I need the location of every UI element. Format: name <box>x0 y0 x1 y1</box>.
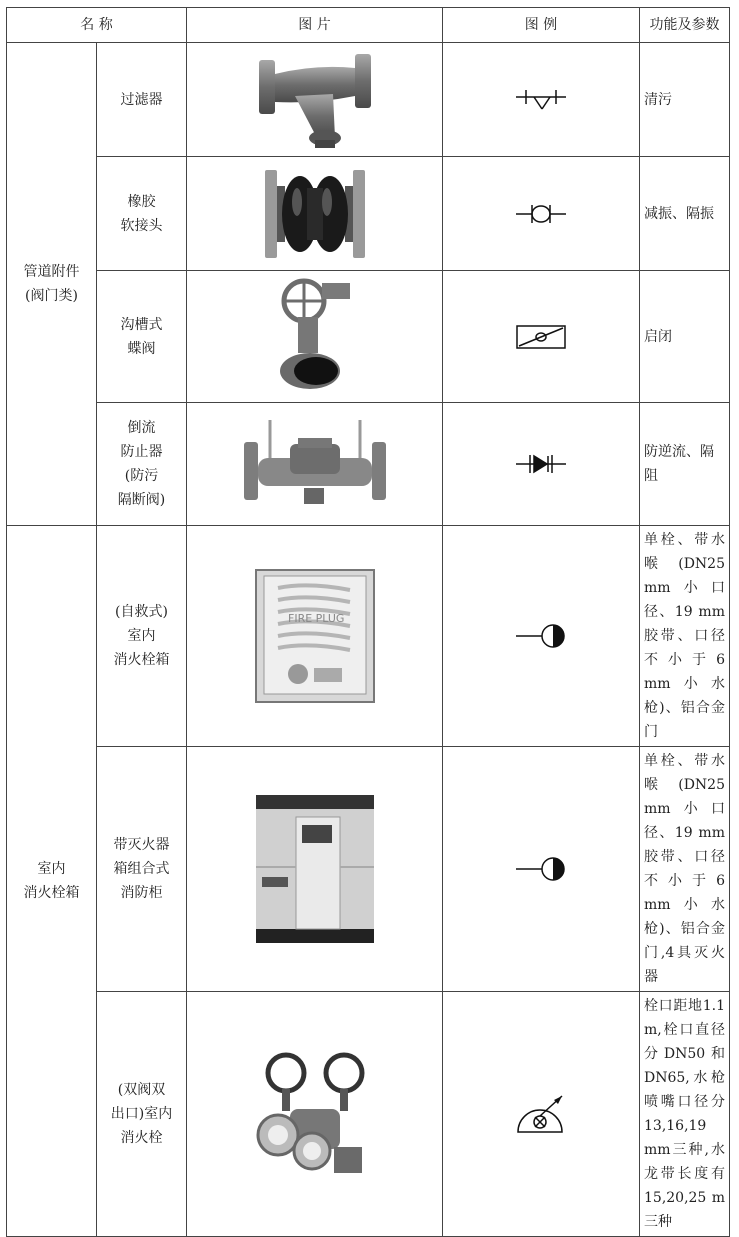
header-function: 功能及参数 <box>640 8 730 43</box>
item-function: 减振、隔振 <box>640 157 730 271</box>
item-picture <box>187 271 443 403</box>
item-name: 带灭火器 箱组合式 消防柜 <box>97 747 187 992</box>
rubber-joint-photo <box>263 164 367 264</box>
item-name: 橡胶 软接头 <box>97 157 187 271</box>
svg-text:FIRE PLUG: FIRE PLUG <box>287 612 344 625</box>
item-picture <box>187 526 443 747</box>
item-name: 倒流 防止器 (防污 隔断阀) <box>97 403 187 526</box>
hydrant-box-symbol-icon <box>514 623 568 649</box>
table-row <box>7 403 730 526</box>
item-function: 单栓、带水喉(DN25 mm小口径、19 mm胶带、口径不小于6 mm小水枪)、铝合金门 <box>640 526 730 747</box>
table-row <box>7 43 730 157</box>
category-valves: 管道附件 (阀门类) <box>7 43 97 526</box>
header-symbol: 图 例 <box>443 8 640 43</box>
item-function: 防逆流、隔阻 <box>640 403 730 526</box>
item-picture <box>187 992 443 1237</box>
item-picture <box>187 403 443 526</box>
backflow-preventer-photo <box>240 414 390 514</box>
item-name: (自救式) 室内 消火栓箱 <box>97 526 187 747</box>
y-strainer-symbol-icon <box>514 87 568 113</box>
table-row <box>7 992 730 1237</box>
table-row <box>7 271 730 403</box>
item-function: 单栓、带水喉(DN25 mm小口径、19 mm胶带、口径不小于6 mm小水枪)、铝合金门,4具灭火器 <box>640 747 730 992</box>
double-hydrant-photo <box>250 1051 380 1177</box>
y-strainer-photo <box>255 46 375 154</box>
item-name: (双阀双 出口)室内 消火栓 <box>97 992 187 1237</box>
item-name: 过滤器 <box>97 43 187 157</box>
item-symbol <box>443 271 640 403</box>
item-picture <box>187 157 443 271</box>
table-row <box>7 747 730 992</box>
item-symbol <box>443 526 640 747</box>
item-picture <box>187 747 443 992</box>
item-symbol <box>443 747 640 992</box>
item-name: 沟槽式 蝶阀 <box>97 271 187 403</box>
butterfly-valve-symbol-icon <box>515 322 567 352</box>
hydrant-box-photo <box>254 568 376 704</box>
item-function: 清污 <box>640 43 730 157</box>
table-row <box>7 526 730 747</box>
item-function: 启闭 <box>640 271 730 403</box>
rubber-joint-symbol-icon <box>514 202 568 226</box>
item-picture <box>187 43 443 157</box>
item-symbol <box>443 43 640 157</box>
double-outlet-hydrant-symbol-icon <box>514 1092 568 1136</box>
hydrant-cabinet-symbol-icon <box>514 856 568 882</box>
item-symbol <box>443 992 640 1237</box>
backflow-preventer-symbol-icon <box>514 452 568 476</box>
table-row <box>7 157 730 271</box>
butterfly-valve-photo <box>270 277 360 397</box>
item-function: 栓口距地1.1 m,栓口直径分DN50和DN65,水枪喷嘴口径分13,16,19 mm三种,水龙带长度有15,20,25 m三种 <box>640 992 730 1237</box>
header-name: 名 称 <box>7 8 187 43</box>
header-picture: 图 片 <box>187 8 443 43</box>
fire-equipment-table <box>6 7 730 1237</box>
fire-cabinet-photo <box>256 795 374 943</box>
category-hydrant: 室内 消火栓箱 <box>7 526 97 1237</box>
item-symbol <box>443 157 640 271</box>
header-row <box>7 8 730 43</box>
item-symbol <box>443 403 640 526</box>
